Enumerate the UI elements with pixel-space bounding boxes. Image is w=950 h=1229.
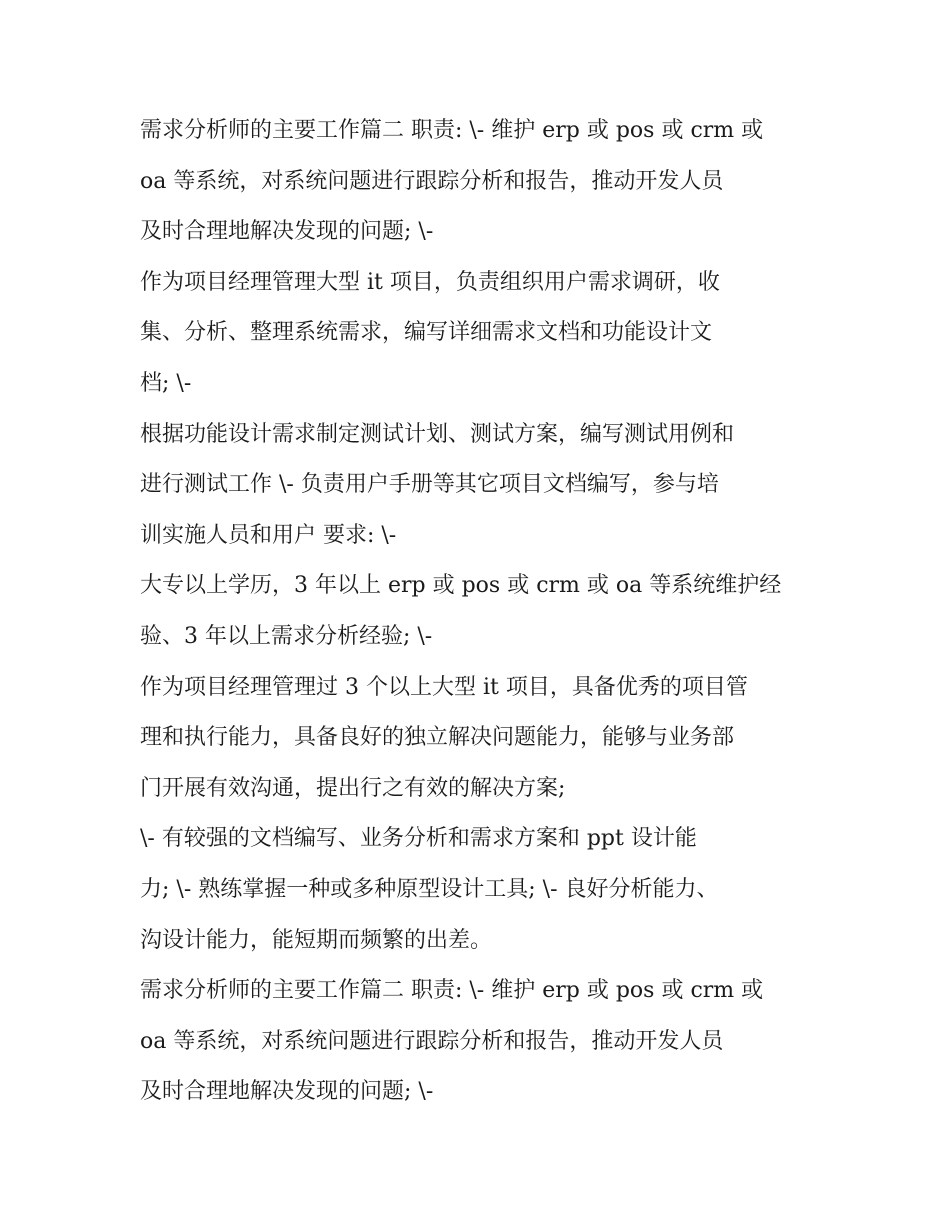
- text-line-18: 需求分析师的主要工作篇二 职责: \- 维护 erp 或 pos 或 crm 或: [140, 978, 764, 1004]
- document-body: [140, 106, 820, 1118]
- text-line-2: oa 等系统，对系统问题进行跟踪分析和报告，推动开发人员: [140, 168, 724, 194]
- text-line-4: 作为项目经理管理大型 it 项目，负责组织用户需求调研，收: [140, 269, 720, 295]
- text-line-12: 作为项目经理管理过 3 个以上大型 it 项目，具备优秀的项目管: [140, 674, 748, 700]
- text-line-20: 及时合理地解决发现的问题; \-: [140, 1079, 434, 1105]
- text-line-8: 进行测试工作 \- 负责用户手册等其它项目文档编写，参与培: [140, 472, 719, 498]
- text-line-6: 档; \-: [140, 370, 192, 396]
- text-line-19: oa 等系统，对系统问题进行跟踪分析和报告，推动开发人员: [140, 1028, 724, 1054]
- text-line-7: 根据功能设计需求制定测试计划、测试方案，编写测试用例和: [140, 421, 735, 447]
- text-line-16: 力; \- 熟练掌握一种或多种原型设计工具; \- 良好分析能力、: [140, 876, 719, 902]
- text-line-13: 理和执行能力，具备良好的独立解决问题能力，能够与业务部: [140, 725, 735, 751]
- text-line-3: 及时合理地解决发现的问题; \-: [140, 219, 434, 245]
- text-line-17: 沟设计能力，能短期而频繁的出差。: [140, 927, 493, 953]
- text-line-10: 大专以上学历，3 年以上 erp 或 pos 或 crm 或 oa 等系统维护经: [140, 573, 782, 599]
- text-line-11: 验、3 年以上需求分析经验; \-: [140, 623, 433, 649]
- text-line-9: 训实施人员和用户 要求: \-: [140, 522, 397, 548]
- text-line-14: 门开展有效沟通，提出行之有效的解决方案;: [140, 775, 566, 801]
- text-line-15: \- 有较强的文档编写、业务分析和需求方案和 ppt 设计能: [140, 826, 697, 852]
- text-line-1: 需求分析师的主要工作篇二 职责: \- 维护 erp 或 pos 或 crm 或: [140, 118, 764, 143]
- text-line-5: 集、分析、整理系统需求，编写详细需求文档和功能设计文: [140, 320, 713, 346]
